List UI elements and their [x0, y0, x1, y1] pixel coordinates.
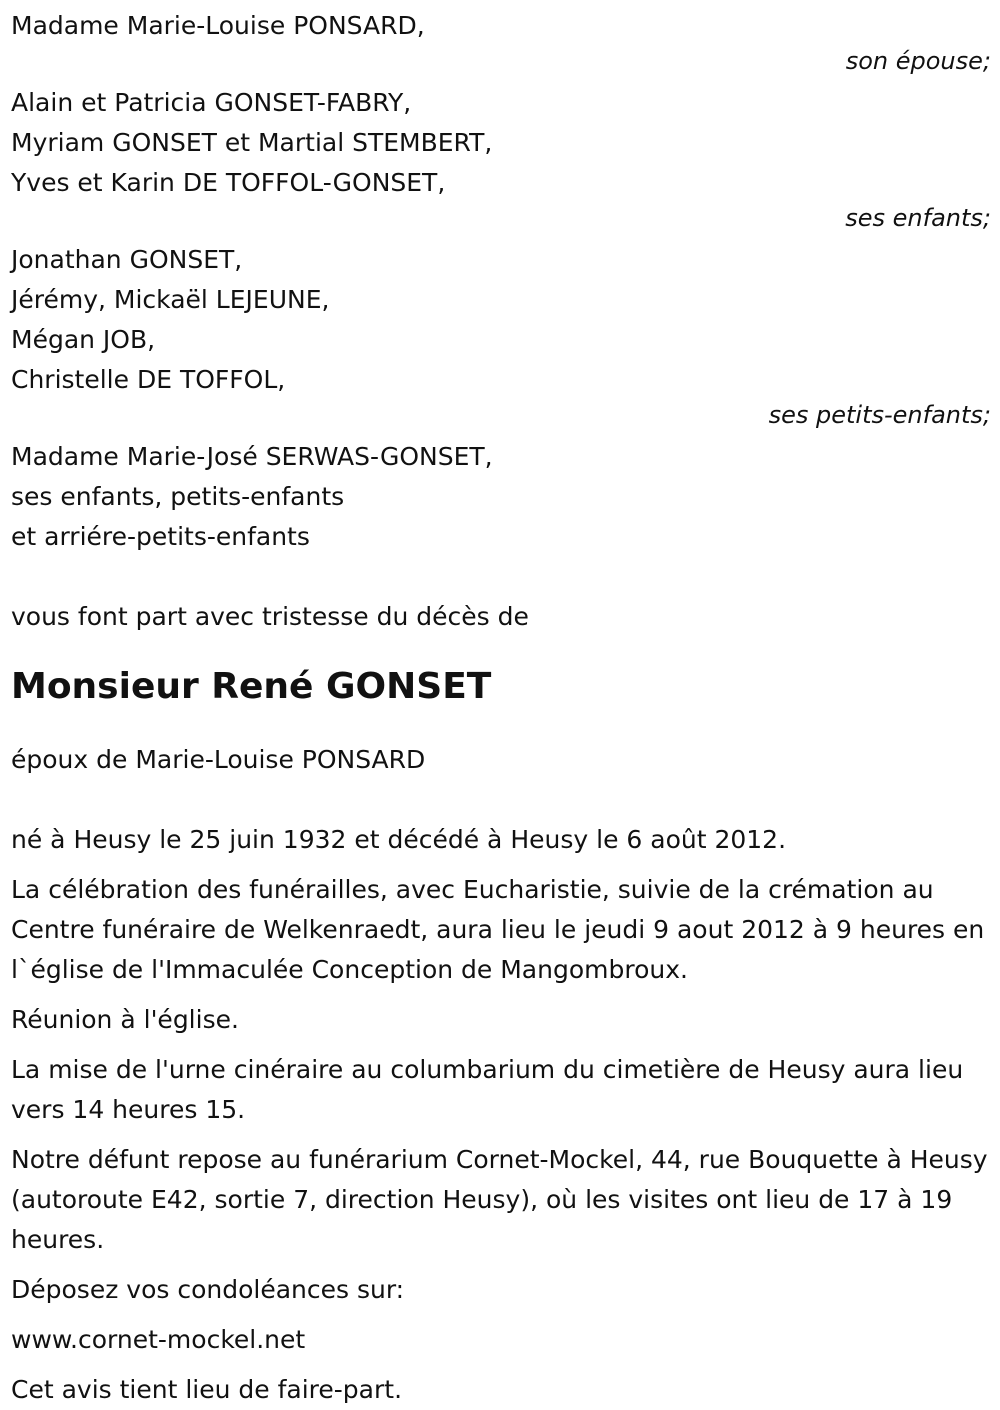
family-group-spouse — [11, 0, 991, 76]
family-role-label: ses petits-enfants; — [768, 401, 991, 429]
condolences-label: Déposez vos condoléances sur: — [11, 1275, 405, 1304]
family-name-line: Mégan JOB, — [11, 325, 156, 354]
condolences-link[interactable]: www.cornet-mockel.net — [11, 1325, 306, 1354]
family-name-line: Christelle DE TOFFOL, — [11, 365, 286, 394]
family-name-line: Myriam GONSET et Martial STEMBERT, — [11, 128, 493, 157]
family-name-line: et arriére-petits-enfants — [11, 522, 310, 551]
notice-footer: Cet avis tient lieu de faire-part. — [11, 1375, 403, 1404]
visitation-paragraph: Notre défunt repose au funérarium Cornet-Mockel, 44, rue Bouquette à Heusy (autoroute E42, sortie 7, direction Heusy), où les visites ont lieu de 17 à 19 heures. — [11, 1145, 988, 1254]
spouse-line: époux de Marie-Louise PONSARD — [11, 745, 426, 774]
family-name-line: Jonathan GONSET, — [11, 245, 243, 274]
obituary-notice — [11, 0, 991, 1410]
family-role-label: son épouse; — [845, 47, 991, 75]
family-group-relatives — [11, 437, 991, 557]
family-name-line: Alain et Patricia GONSET-FABRY, — [11, 88, 412, 117]
funeral-ceremony-paragraph: La célébration des funérailles, avec Eucharistie, suivie de la crémation au Centre funéraire de Welkenraedt, aura lieu le jeudi 9 aout 2012 à 9 heures en l`église de l'Immaculée Conception de Mangombroux. — [11, 875, 985, 984]
family-name-line: Madame Marie-José SERWAS-GONSET, — [11, 442, 493, 471]
family-group-children — [11, 83, 991, 233]
family-group-grandchildren — [11, 240, 991, 430]
announcement-text: vous font part avec tristesse du décès de — [11, 602, 529, 631]
family-name-line: Madame Marie-Louise PONSARD, — [11, 11, 425, 40]
deceased-name: Monsieur René GONSET — [11, 666, 492, 707]
gathering-paragraph: Réunion à l'église. — [11, 1005, 239, 1034]
urn-paragraph: La mise de l'urne cinéraire au columbarium du cimetière de Heusy aura lieu vers 14 heures 15. — [11, 1055, 964, 1124]
family-name-line: ses enfants, petits-enfants — [11, 482, 345, 511]
family-name-line: Yves et Karin DE TOFFOL-GONSET, — [11, 168, 446, 197]
birth-death-line: né à Heusy le 25 juin 1932 et décédé à Heusy le 6 août 2012. — [11, 825, 787, 854]
family-role-label: ses enfants; — [845, 204, 991, 232]
family-name-line: Jérémy, Mickaël LEJEUNE, — [11, 285, 330, 314]
